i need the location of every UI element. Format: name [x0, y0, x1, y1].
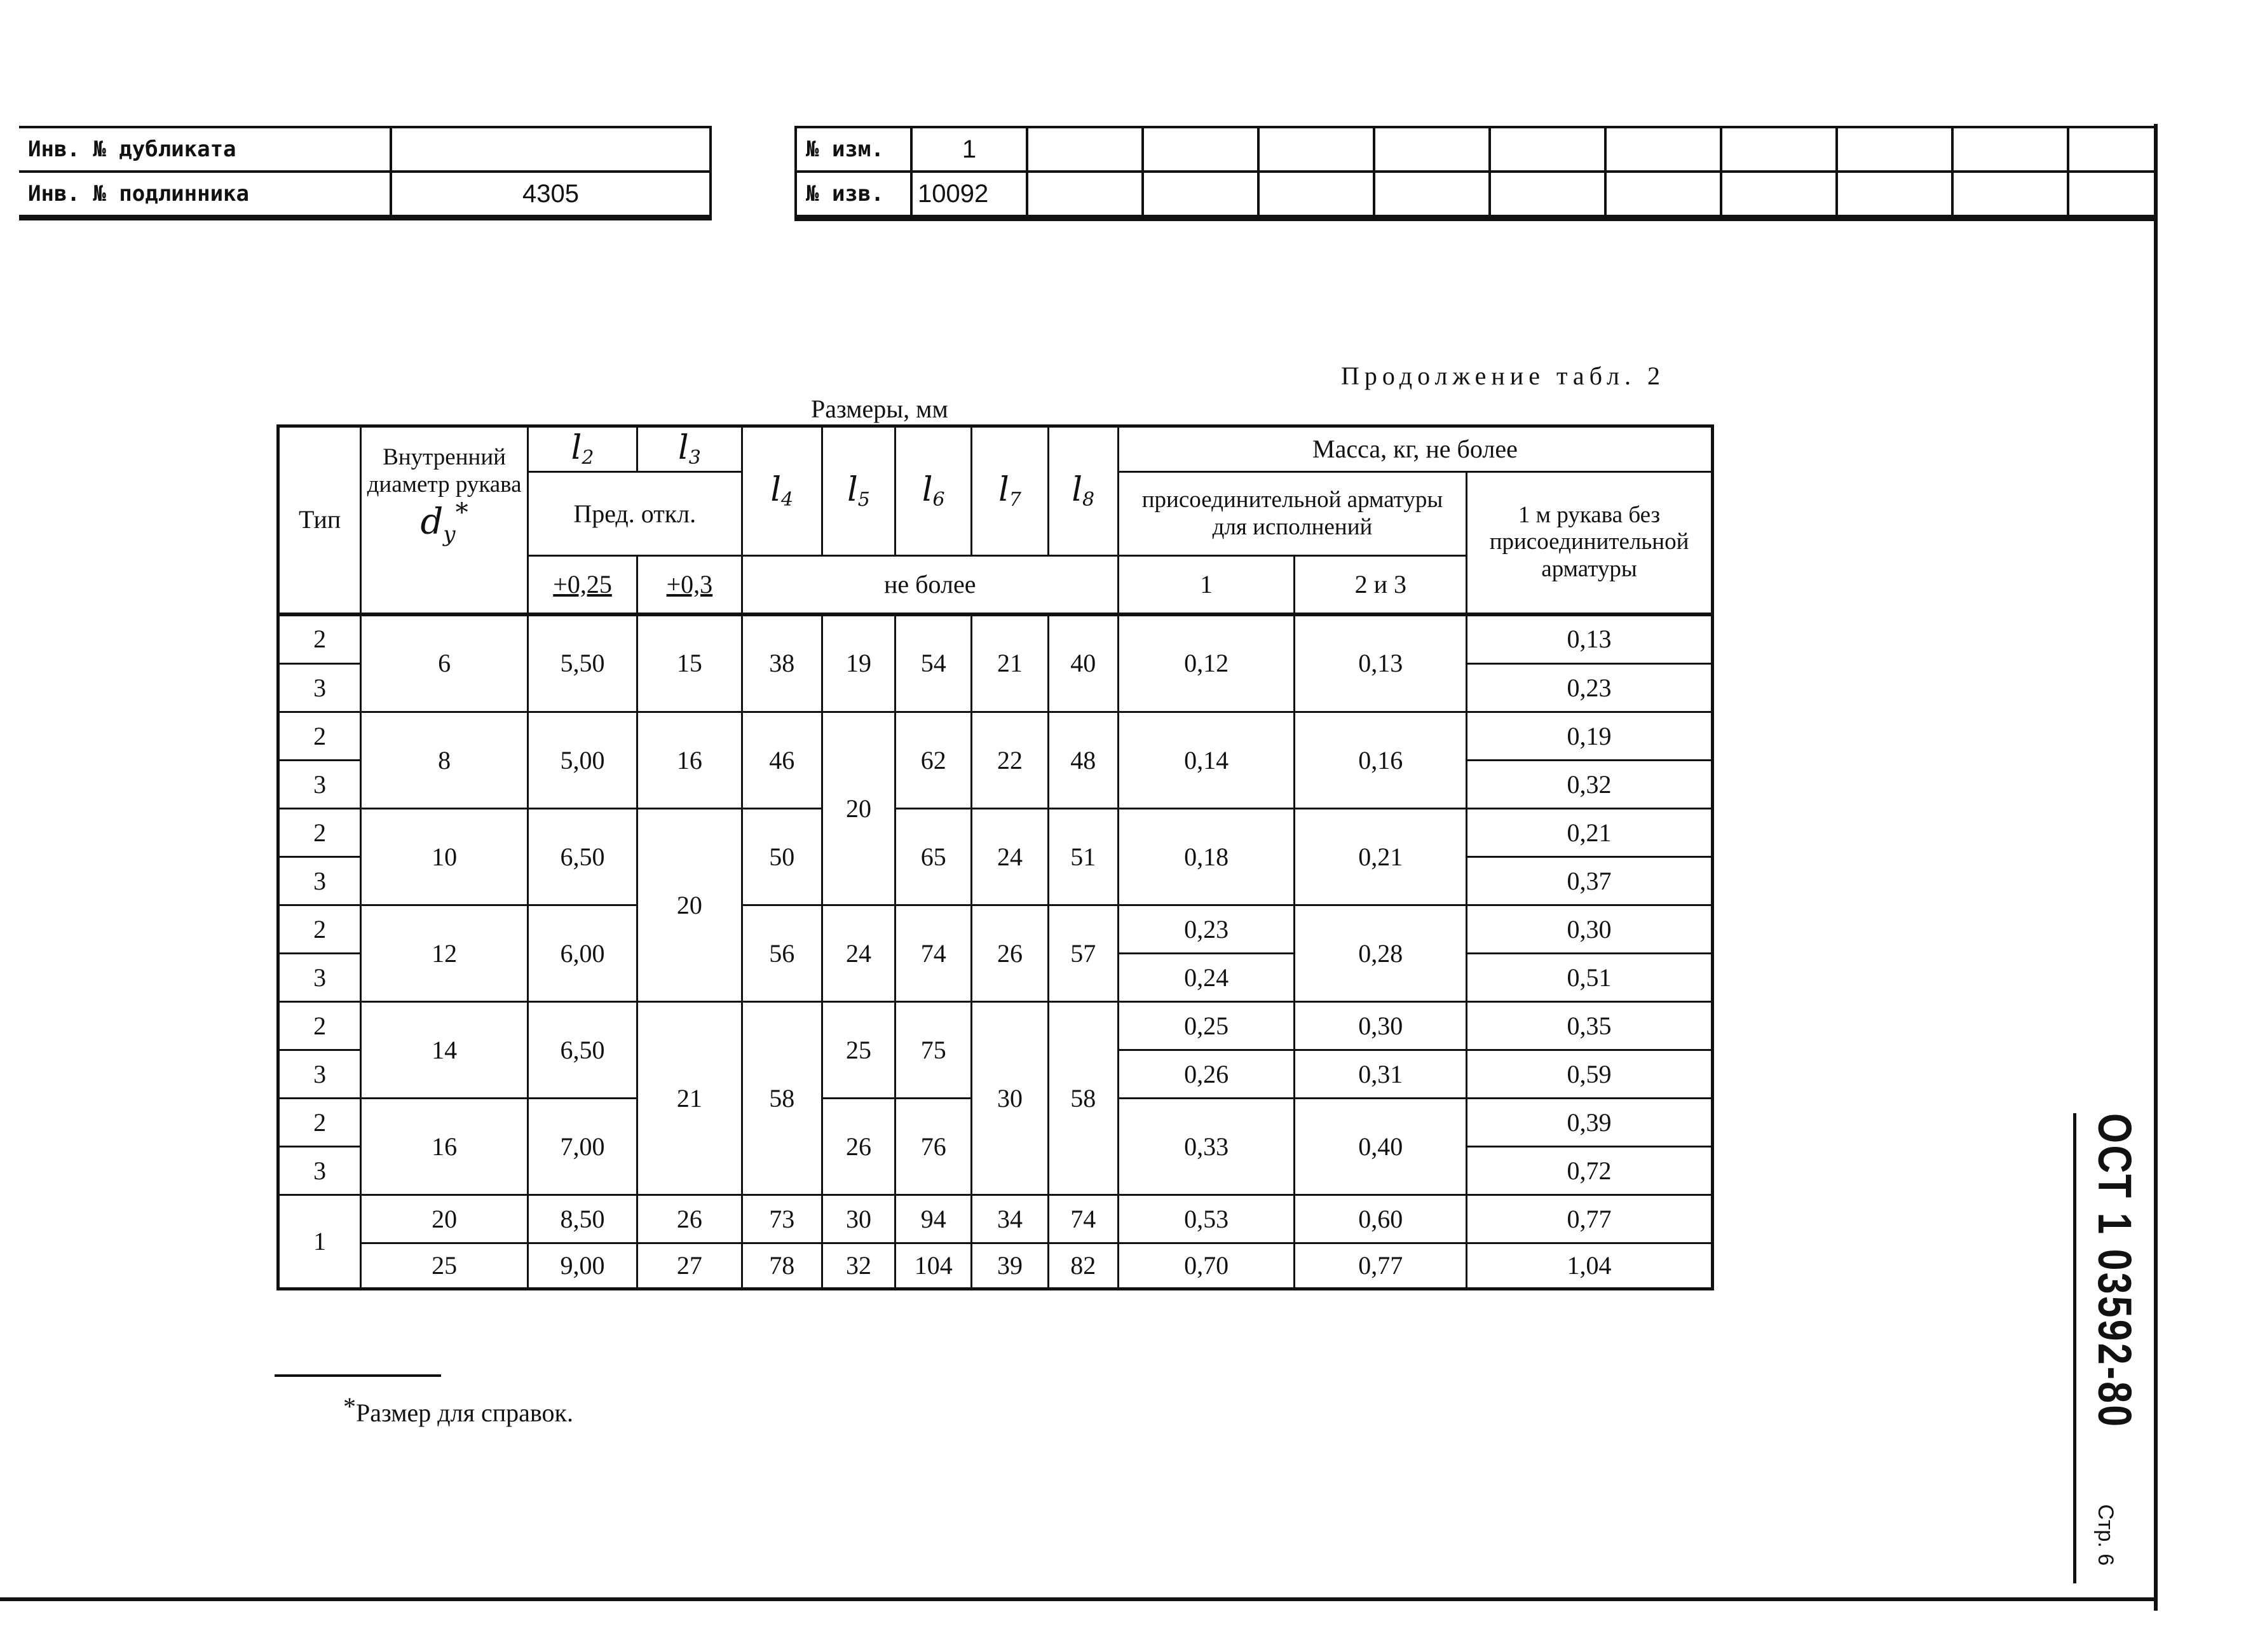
l7-sub: 7 [1009, 488, 1021, 511]
duplicate-value [391, 127, 711, 172]
stamp-cell [1027, 127, 1143, 172]
footnote-star: * [343, 1392, 356, 1421]
l8-cell: 58 [1048, 1002, 1118, 1195]
mass-hose-cell: 0,59 [1467, 1050, 1713, 1099]
header-l3 [637, 426, 742, 472]
l8-cell: 82 [1048, 1243, 1118, 1289]
original-value: 4305 [391, 172, 711, 216]
type-cell: 2 [278, 614, 361, 664]
mass-exec1-cell: 0,70 [1118, 1243, 1295, 1289]
header-diameter-label: Внутренний диаметр рукава [367, 444, 522, 498]
tol-l3 [637, 556, 742, 614]
l2-cell: 6,50 [528, 1002, 637, 1099]
l6-sub: 6 [932, 488, 945, 511]
header-exec-23: 2 и 3 [1295, 556, 1467, 614]
footnote [343, 1391, 573, 1428]
type-cell: 3 [278, 761, 361, 809]
header-not-more: не более [742, 556, 1118, 614]
stamp-cell [1490, 172, 1605, 216]
l5-sub: 5 [857, 488, 870, 511]
inventory-stamp [19, 126, 712, 217]
l2-cell: 6,00 [528, 905, 637, 1002]
stamp-cell [1605, 172, 1721, 216]
mass-exec23-cell: 0,16 [1295, 712, 1467, 809]
l5-cell: 26 [822, 1099, 895, 1195]
frame-right-line [2154, 124, 2158, 1611]
l6-cell: 62 [895, 712, 972, 809]
l6-cell: 94 [895, 1195, 972, 1243]
mass-exec1-cell: 0,33 [1118, 1099, 1295, 1195]
type-cell: 2 [278, 712, 361, 761]
stamp-cell [1837, 172, 1952, 216]
stamp-cell [2068, 127, 2156, 172]
type-cell: 2 [278, 1099, 361, 1147]
stamp-cell [1605, 127, 1721, 172]
header-l7 [972, 426, 1048, 556]
stamp-cell [1027, 172, 1143, 216]
l4-sub: 4 [781, 488, 794, 511]
mass-exec1-cell: 0,53 [1118, 1195, 1295, 1243]
change-value: 1 [911, 127, 1027, 172]
footnote-text: Размер для справок. [356, 1398, 573, 1427]
mass-exec23-cell: 0,30 [1295, 1002, 1467, 1050]
type-cell: 1 [278, 1195, 361, 1289]
dy-cell: 12 [361, 905, 528, 1002]
original-label: Инв. № подлинника [19, 172, 391, 216]
mass-hose-cell: 1,04 [1467, 1243, 1713, 1289]
header-l2 [528, 426, 637, 472]
l8-cell: 57 [1048, 905, 1118, 1002]
tol-l2-value: +0,25 [553, 569, 612, 599]
l8-cell: 51 [1048, 809, 1118, 905]
header-mass-fittings: присоединительной арматуры для исполнений [1118, 472, 1466, 556]
l6-letter: l [922, 470, 933, 509]
l7-cell: 26 [972, 905, 1048, 1002]
l2-letter: l [571, 428, 582, 467]
dy-star: * [455, 498, 468, 528]
tol-l2 [528, 556, 637, 614]
type-cell: 3 [278, 1147, 361, 1195]
l8-cell: 40 [1048, 614, 1118, 712]
page-number: Стр. 6 [2093, 1504, 2118, 1566]
l6-cell: 65 [895, 809, 972, 905]
standard-number: ОСТ 1 03592-80 [2088, 1113, 2141, 1429]
l3-sub: 3 [688, 446, 701, 469]
stamp-cell [1374, 172, 1490, 216]
l4-cell: 78 [742, 1243, 822, 1289]
header-type: Тип [278, 426, 361, 614]
type-cell: 3 [278, 664, 361, 712]
l7-cell: 34 [972, 1195, 1048, 1243]
dy-cell: 6 [361, 614, 528, 712]
mass-hose-cell: 0,23 [1467, 664, 1713, 712]
dy-cell: 25 [361, 1243, 528, 1289]
header-l8 [1048, 426, 1118, 556]
dy-letter: d [420, 501, 444, 543]
mass-exec1-cell: 0,25 [1118, 1002, 1295, 1050]
type-cell: 2 [278, 1002, 361, 1050]
stamp-cell [1837, 127, 1952, 172]
l5-cell: 24 [822, 905, 895, 1002]
l5-letter: l [847, 470, 858, 509]
stamp-cell [1721, 172, 1837, 216]
l7-cell: 21 [972, 614, 1048, 712]
l7-letter: l [998, 470, 1009, 509]
mass-hose-cell: 0,39 [1467, 1099, 1713, 1147]
mass-exec1-cell: 0,23 [1118, 905, 1295, 954]
mass-exec23-cell: 0,28 [1295, 905, 1467, 1002]
l6-cell: 104 [895, 1243, 972, 1289]
l6-cell: 75 [895, 1002, 972, 1099]
tol-l3-value: +0,3 [666, 569, 713, 599]
header-mass-hose: 1 м рукава без присоединительной арматуры [1467, 472, 1713, 614]
l7-cell: 39 [972, 1243, 1048, 1289]
header-dy-symbol [362, 498, 527, 547]
stamp-cell [1952, 127, 2068, 172]
mass-exec23-cell: 0,77 [1295, 1243, 1467, 1289]
change-stamp [794, 126, 2158, 217]
l4-cell: 73 [742, 1195, 822, 1243]
mass-exec1-cell: 0,24 [1118, 954, 1295, 1002]
mass-exec1-cell: 0,12 [1118, 614, 1295, 712]
notice-label: № изв. [796, 172, 911, 216]
mass-hose-cell: 0,35 [1467, 1002, 1713, 1050]
frame-top-right-line [794, 217, 2158, 221]
l4-cell: 38 [742, 614, 822, 712]
frame-top-left-line [19, 217, 712, 220]
header-mass: Масса, кг, не более [1118, 426, 1712, 472]
l3-cell: 20 [637, 809, 742, 1002]
dy-cell: 16 [361, 1099, 528, 1195]
type-cell: 2 [278, 809, 361, 857]
stamp-cell [2068, 172, 2156, 216]
l8-letter: l [1072, 470, 1083, 509]
l5-cell: 20 [822, 712, 895, 905]
l7-cell: 30 [972, 1002, 1048, 1195]
standard-designation [2034, 1113, 2142, 1566]
l4-cell: 56 [742, 905, 822, 1002]
l5-cell: 32 [822, 1243, 895, 1289]
l2-cell: 6,50 [528, 809, 637, 905]
frame-bottom-line [0, 1597, 2158, 1601]
l2-cell: 9,00 [528, 1243, 637, 1289]
stamp-cell [1952, 172, 2068, 216]
l7-cell: 22 [972, 712, 1048, 809]
l2-cell: 8,50 [528, 1195, 637, 1243]
header-exec-1: 1 [1118, 556, 1295, 614]
dy-sub: y [443, 521, 456, 547]
dimensions-caption: Размеры, мм [811, 395, 948, 423]
dimensions-table [276, 424, 1714, 1290]
mass-hose-cell: 0,19 [1467, 712, 1713, 761]
duplicate-label: Инв. № дубликата [19, 127, 391, 172]
l8-cell: 48 [1048, 712, 1118, 809]
mass-exec23-cell: 0,40 [1295, 1099, 1467, 1195]
l8-sub: 8 [1082, 488, 1095, 511]
header-l4 [742, 426, 822, 556]
footnote-divider [275, 1374, 441, 1377]
type-cell: 2 [278, 905, 361, 954]
mass-exec1-cell: 0,26 [1118, 1050, 1295, 1099]
mass-hose-cell: 0,32 [1467, 761, 1713, 809]
notice-value: 10092 [911, 172, 1027, 216]
l8-cell: 74 [1048, 1195, 1118, 1243]
l6-cell: 54 [895, 614, 972, 712]
mass-hose-cell: 0,30 [1467, 905, 1713, 954]
dy-cell: 14 [361, 1002, 528, 1099]
mass-exec23-cell: 0,60 [1295, 1195, 1467, 1243]
change-label: № изм. [796, 127, 911, 172]
l6-cell: 74 [895, 905, 972, 1002]
mass-exec1-cell: 0,18 [1118, 809, 1295, 905]
l3-cell: 27 [637, 1243, 742, 1289]
header-l6 [895, 426, 972, 556]
stamp-cell [1258, 172, 1374, 216]
type-cell: 3 [278, 857, 361, 905]
l3-letter: l [678, 428, 689, 467]
dy-cell: 8 [361, 712, 528, 809]
mass-hose-cell: 0,77 [1467, 1195, 1713, 1243]
mass-exec23-cell: 0,31 [1295, 1050, 1467, 1099]
l4-cell: 46 [742, 712, 822, 809]
l3-cell: 26 [637, 1195, 742, 1243]
mass-exec23-cell: 0,13 [1295, 614, 1467, 712]
l4-cell: 58 [742, 1002, 822, 1195]
l3-cell: 15 [637, 614, 742, 712]
stamp-cell [1490, 127, 1605, 172]
mass-hose-cell: 0,37 [1467, 857, 1713, 905]
l3-cell: 16 [637, 712, 742, 809]
stamp-cell [1721, 127, 1837, 172]
l3-cell: 21 [637, 1002, 742, 1195]
l4-cell: 50 [742, 809, 822, 905]
l2-cell: 5,00 [528, 712, 637, 809]
stamp-cell [1143, 172, 1258, 216]
continuation-caption: Продолжение табл. 2 [1341, 362, 1665, 390]
stamp-cell [1258, 127, 1374, 172]
dy-cell: 10 [361, 809, 528, 905]
type-cell: 3 [278, 954, 361, 1002]
mass-hose-cell: 0,51 [1467, 954, 1713, 1002]
mass-exec23-cell: 0,21 [1295, 809, 1467, 905]
header-l5 [822, 426, 895, 556]
l2-cell: 5,50 [528, 614, 637, 712]
l5-cell: 25 [822, 1002, 895, 1099]
l2-cell: 7,00 [528, 1099, 637, 1195]
dy-cell: 20 [361, 1195, 528, 1243]
type-cell: 3 [278, 1050, 361, 1099]
mass-hose-cell: 0,72 [1467, 1147, 1713, 1195]
l2-sub: 2 [582, 446, 594, 469]
header-diameter [361, 426, 528, 614]
header-tolerance: Пред. откл. [528, 472, 742, 556]
l6-cell: 76 [895, 1099, 972, 1195]
l5-cell: 19 [822, 614, 895, 712]
stamp-cell [1374, 127, 1490, 172]
mass-hose-cell: 0,21 [1467, 809, 1713, 857]
stamp-cell [1143, 127, 1258, 172]
mass-hose-cell: 0,13 [1467, 614, 1713, 664]
mass-exec1-cell: 0,14 [1118, 712, 1295, 809]
l7-cell: 24 [972, 809, 1048, 905]
l4-letter: l [770, 470, 781, 509]
l5-cell: 30 [822, 1195, 895, 1243]
